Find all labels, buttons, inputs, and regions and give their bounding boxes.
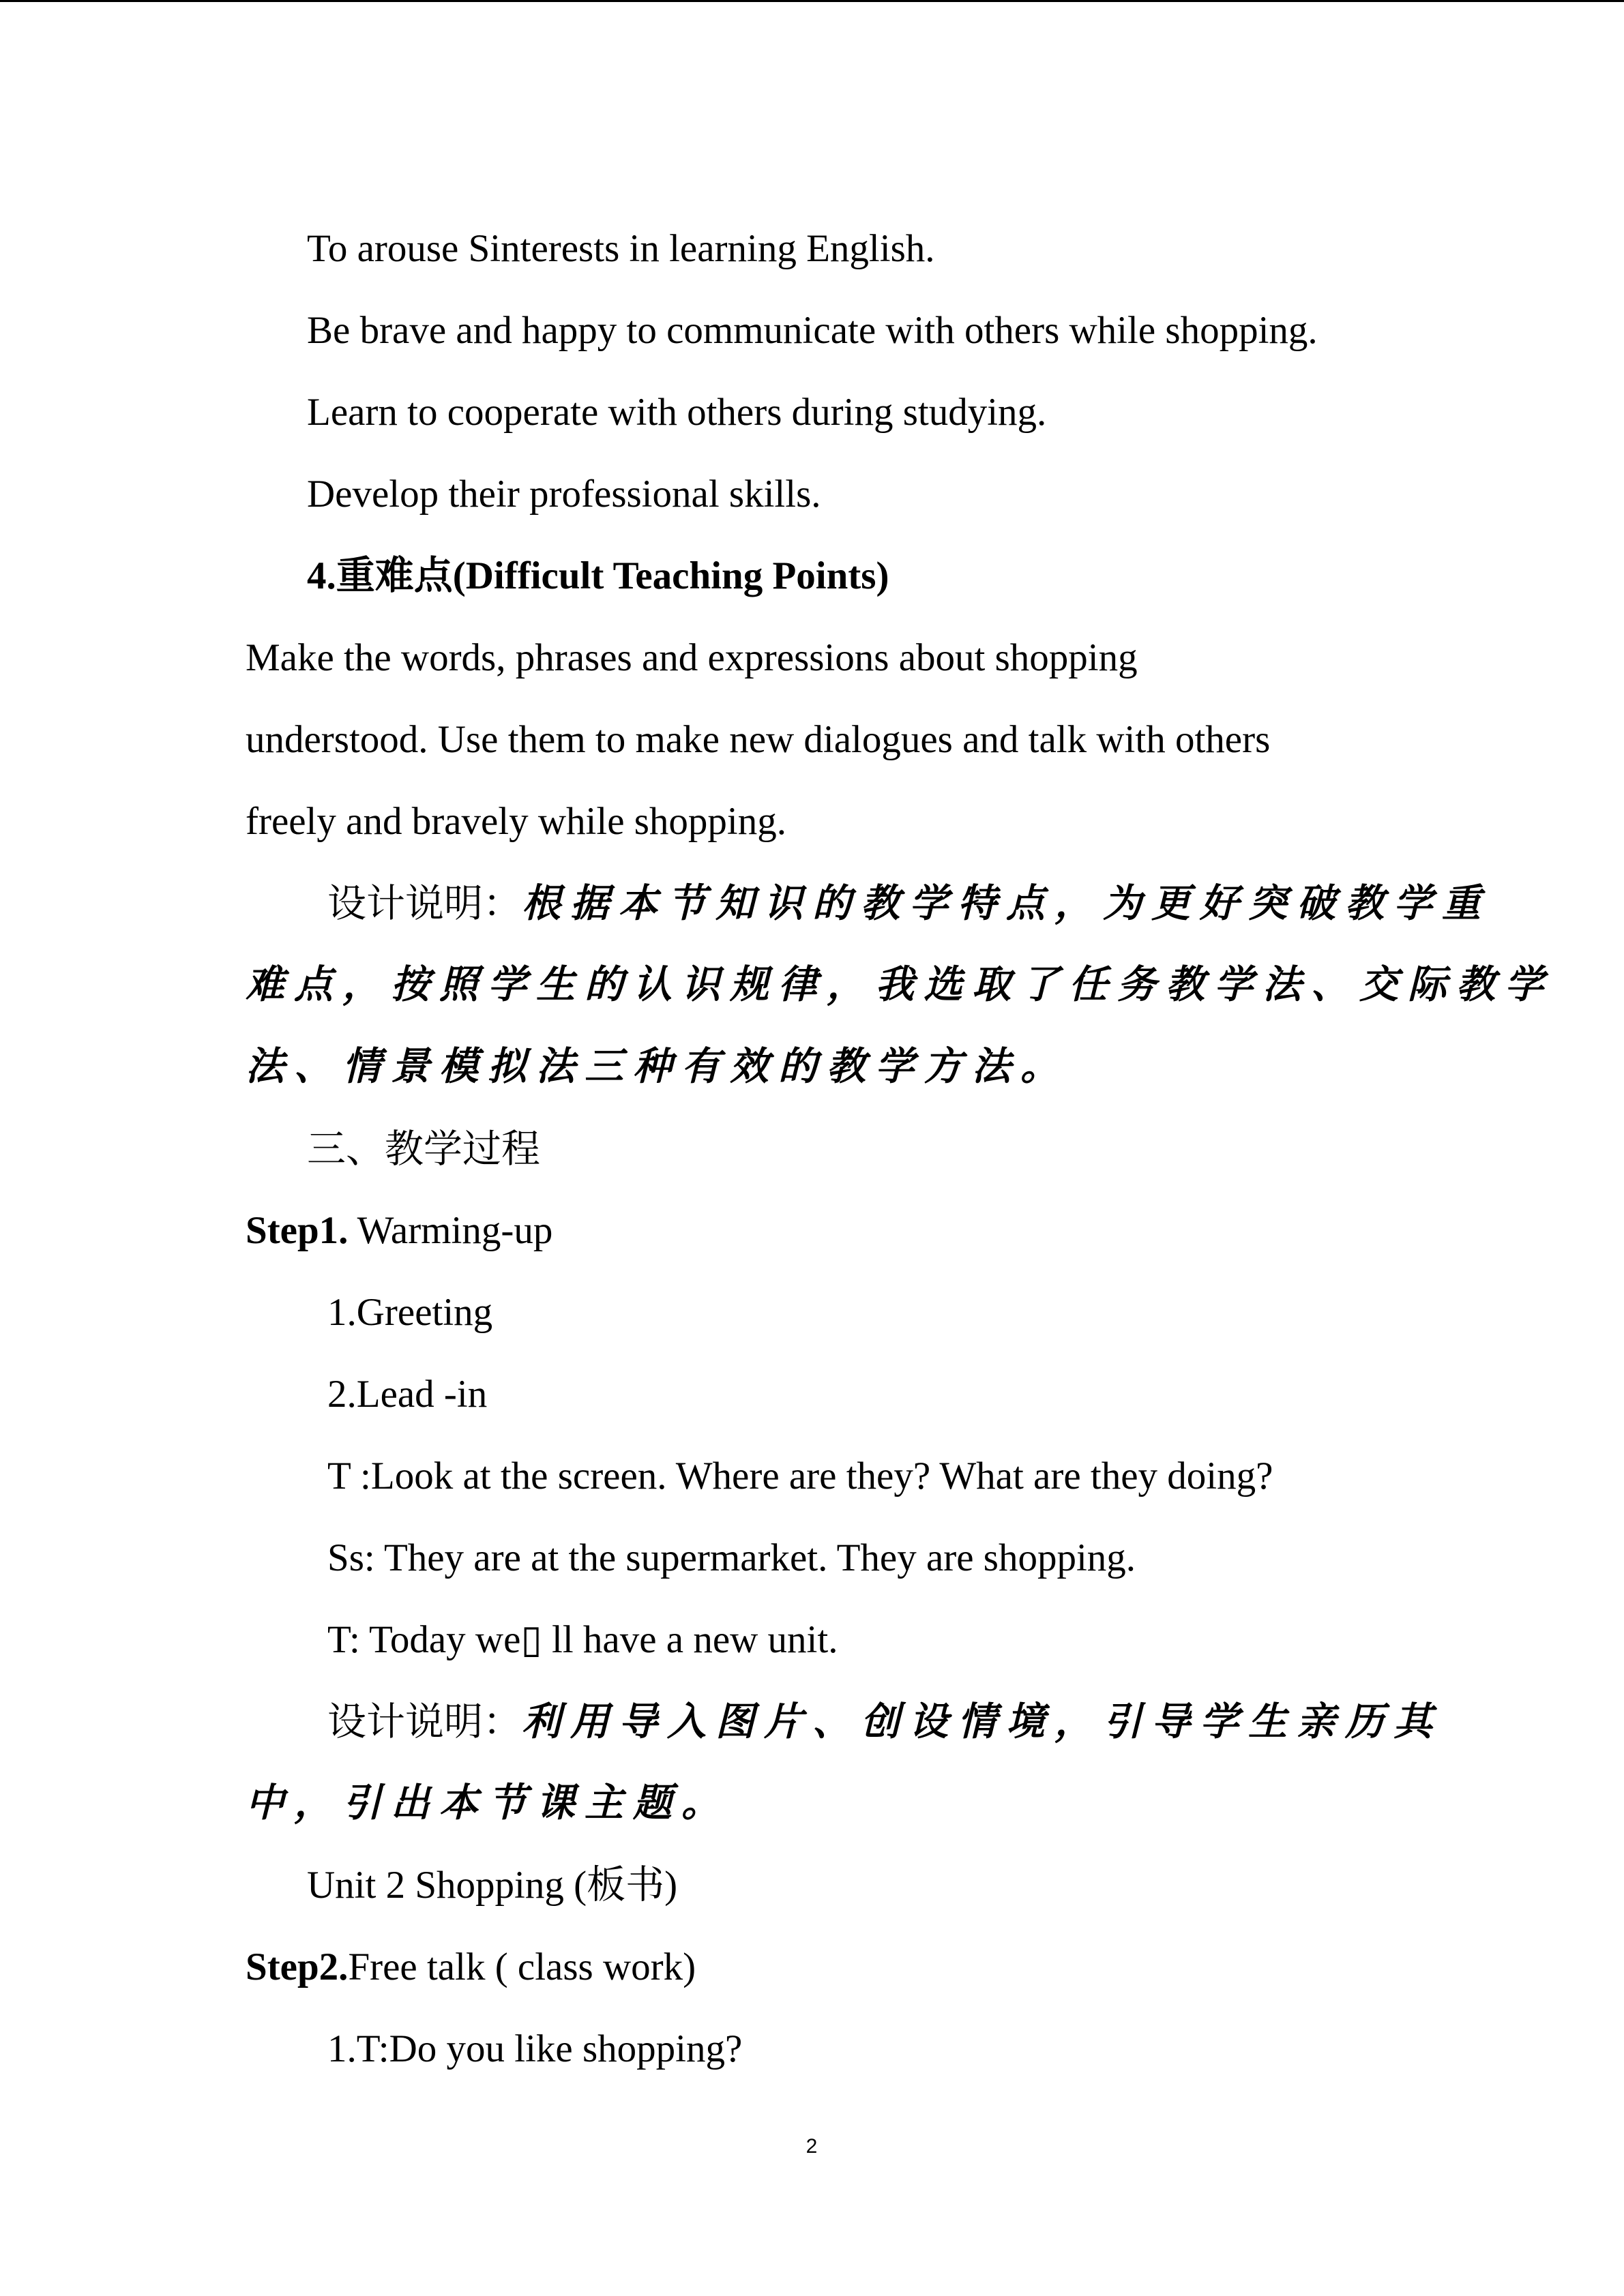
- goal-line-3: Learn to cooperate with others during studying.: [307, 391, 1047, 434]
- step2-label: Step2.: [246, 1945, 349, 1988]
- step1-item-greeting: 1.Greeting: [327, 1291, 493, 1334]
- step1-teacher-line-2: T: Today we▯ ll have a new unit.: [327, 1618, 838, 1661]
- design-note-1-line-3: 法、情景模拟法三种有效的教学方法。: [246, 1045, 1069, 1088]
- step1-students-line: Ss: They are at the supermarket. They are shopping.: [327, 1536, 1136, 1579]
- design-note-1-text-1: 根据本节知识的教学特点，为更好突破教学重: [522, 882, 1490, 925]
- difficult-points-line-2: understood. Use them to make new dialogues and talk with others: [246, 718, 1271, 761]
- step2-title: Free talk ( class work): [348, 1945, 696, 1988]
- design-note-1-line-1: [327, 880, 1490, 927]
- page-top-border: [0, 0, 1624, 2]
- goal-line-2: Be brave and happy to communicate with others while shopping.: [307, 309, 1318, 352]
- goal-line-1: To arouse Sinterests in learning English.: [307, 227, 935, 270]
- design-note-2-line-1: [327, 1698, 1442, 1746]
- step1-heading: [246, 1207, 552, 1255]
- page-number: 2: [806, 2135, 818, 2158]
- step2-item-1: 1.T:Do you like shopping?: [327, 2027, 743, 2070]
- difficult-points-line-3: freely and bravely while shopping.: [246, 800, 787, 843]
- design-note-1-line-2: 难点，按照学生的认识规律，我选取了任务教学法、交际教学: [246, 964, 1553, 1007]
- section-title: 三、教学过程: [307, 1127, 540, 1172]
- design-note-2-label: 设计说明：: [327, 1699, 522, 1744]
- difficult-points-heading: 4.重难点(Difficult Teaching Points): [307, 554, 889, 597]
- step2-heading: [246, 1943, 696, 1991]
- design-note-2-line-2: 中，引出本节课主题。: [246, 1782, 730, 1825]
- step1-teacher-line-1: T :Look at the screen. Where are they? What are they doing?: [327, 1455, 1273, 1497]
- step1-label: Step1.: [246, 1209, 349, 1252]
- step1-item-lead-in: 2.Lead -in: [327, 1373, 488, 1416]
- design-note-2-text-1: 利用导入图片、创设情境，引导学生亲历其: [522, 1701, 1442, 1744]
- goal-line-4: Develop their professional skills.: [307, 473, 821, 516]
- unit-title-line: Unit 2 Shopping (板书): [307, 1864, 678, 1907]
- step1-title: Warming-up: [348, 1209, 553, 1252]
- design-note-1-label: 设计说明：: [327, 881, 522, 926]
- difficult-points-line-1: Make the words, phrases and expressions about shopping: [246, 636, 1138, 679]
